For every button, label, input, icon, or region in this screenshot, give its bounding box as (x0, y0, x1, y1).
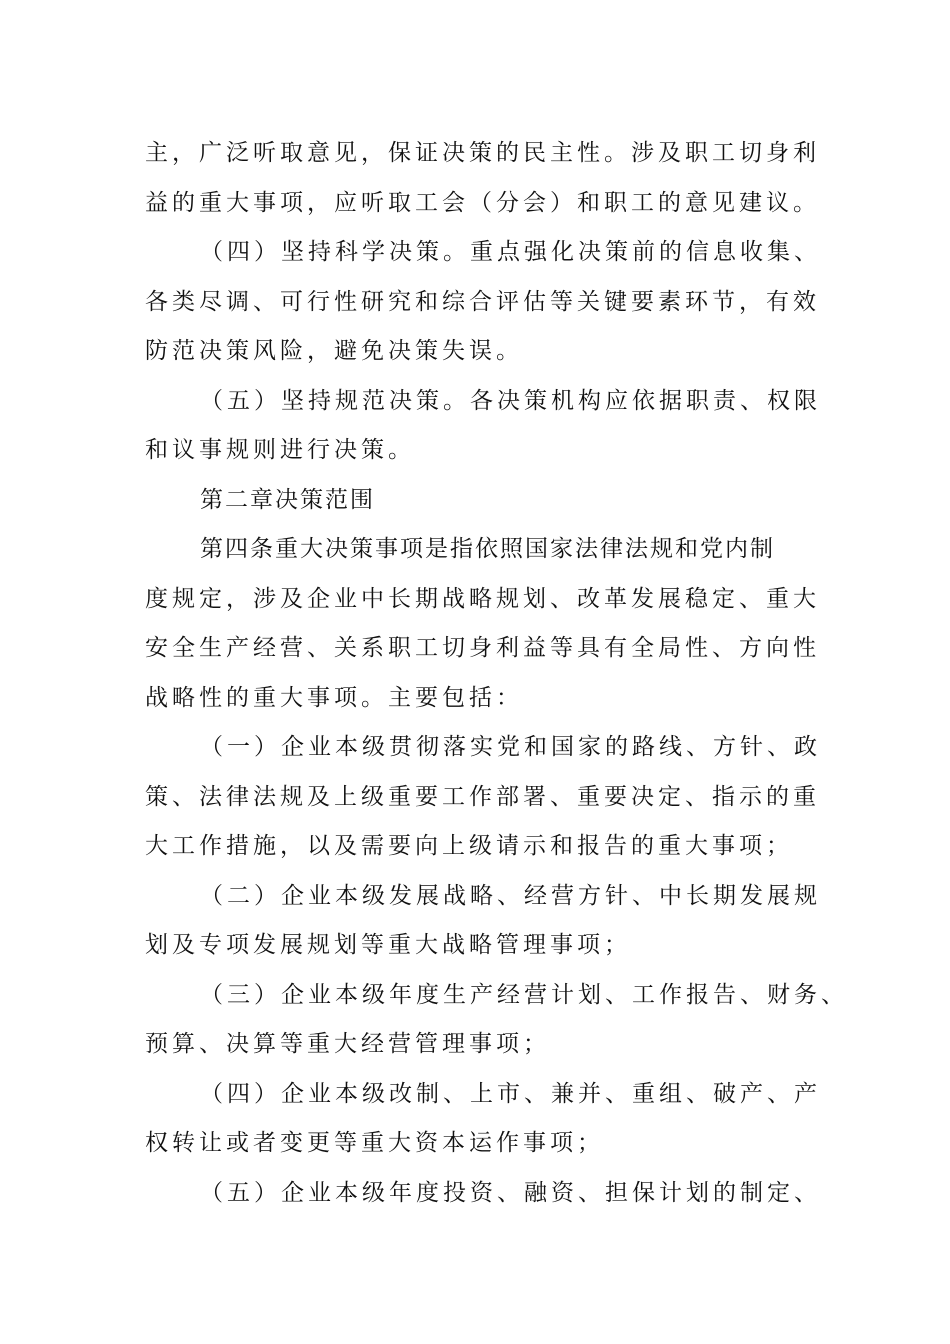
paragraph-start: （三）企业本级年度生产经营计划、工作报告、财务、 (200, 982, 848, 1008)
paragraph-start: （二）企业本级发展战略、经营方针、中长期发展规 (200, 883, 821, 909)
paragraph-start: （四）企业本级改制、上市、兼并、重组、破产、产 (200, 1081, 821, 1107)
text-line: 防范决策风险，避免决策失误。 (145, 338, 523, 364)
text-line: 主，广泛听取意见，保证决策的民主性。涉及职工切身利 (145, 140, 820, 166)
paragraph-start: （四）坚持科学决策。重点强化决策前的信息收集、 (200, 239, 821, 265)
text-line: 划及专项发展规划等重大战略管理事项； (145, 932, 631, 958)
chapter-heading: 第二章决策范围 (200, 487, 375, 513)
paragraph-start: （一）企业本级贯彻落实党和国家的路线、方针、政 (200, 734, 821, 760)
text-line: 权转让或者变更等重大资本运作事项； (145, 1130, 604, 1156)
text-line: 度规定，涉及企业中长期战略规划、改革发展稳定、重大 (145, 586, 820, 612)
text-line: 益的重大事项，应听取工会（分会）和职工的意见建议。 (145, 190, 820, 216)
text-line: 和议事规则进行决策。 (145, 437, 415, 463)
text-line: 预算、决算等重大经营管理事项； (145, 1031, 550, 1057)
article-start: 第四条重大决策事项是指依照国家法律法规和党内制 (200, 536, 775, 562)
text-line: 各类尽调、可行性研究和综合评估等关键要素环节，有效 (145, 289, 820, 315)
text-line: 策、法律法规及上级重要工作部署、重要决定、指示的重 (145, 784, 820, 810)
paragraph-start: （五）坚持规范决策。各决策机构应依据职责、权限 (200, 388, 821, 414)
text-line: 安全生产经营、关系职工切身利益等具有全局性、方向性 (145, 635, 820, 661)
paragraph-start: （五）企业本级年度投资、融资、担保计划的制定、 (200, 1180, 821, 1206)
text-line: 大工作措施，以及需要向上级请示和报告的重大事项； (145, 833, 793, 859)
text-line: 战略性的重大事项。主要包括： (145, 685, 523, 711)
